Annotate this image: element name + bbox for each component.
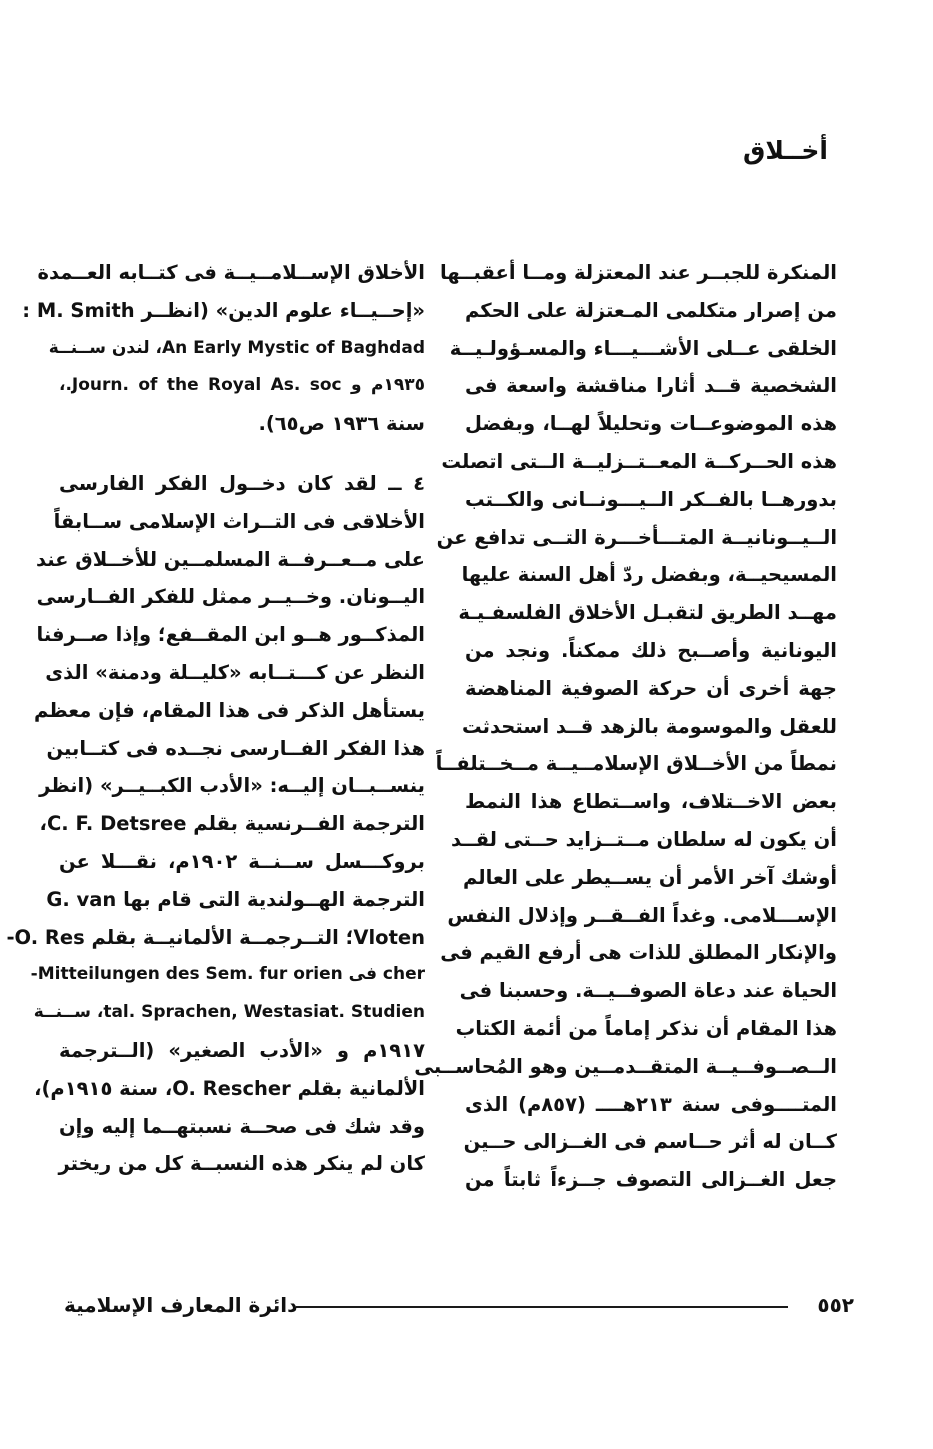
text-line: للعقل والموسومة بالزهد قــد استحدثت bbox=[462, 714, 837, 738]
text-line: ١٩٣٥م و Journ. of the Royal As. soc.، bbox=[59, 375, 425, 396]
text-line: An Early Mystic of Baghdad، لندن ســنــة bbox=[48, 337, 425, 358]
text-line: كــان له أثر حــاسم فى الغــزالى حــين bbox=[463, 1130, 837, 1154]
footer-divider bbox=[296, 1306, 788, 1308]
text-line: اليــونان. وخــيــر ممثل للفكر الفــارسى bbox=[36, 585, 425, 609]
text-line: يستأهل الذكر فى هذا المقام، فإن معظم bbox=[33, 698, 425, 722]
left-text-column bbox=[6, 254, 425, 1183]
text-line: بروكـــسل ســنــة ١٩٠٢م، نقـــلا عن bbox=[59, 849, 425, 873]
text-line: جهة أخرى أن حركة الصوفية المناهضة bbox=[465, 676, 837, 700]
publication-title: دائرة المعارف الإسلامية bbox=[64, 1293, 298, 1317]
page-header-title: أخــلاق bbox=[742, 136, 828, 165]
text-line: الخلقى عــلى الأشـــيـــاء والمسـؤولـيــة bbox=[449, 336, 837, 360]
page-footer bbox=[64, 1293, 854, 1323]
text-line: ينســبــان إليــه: «الأدب الكبــيــر» (انظر bbox=[39, 774, 425, 798]
paragraph-citation bbox=[22, 254, 425, 443]
text-line: أن يكون له سلطان مــتــزايد حــتى لقــد bbox=[451, 827, 837, 851]
text-line: هذه الحــركــة المعــتــزليــة الــتى اتصلت bbox=[441, 449, 837, 473]
text-line: من إصرار متكلمى المـعتزلة على الحكم bbox=[465, 298, 837, 322]
text-line: الإســـلامى. وغداً الفــقــر وإذلال النفس bbox=[447, 903, 837, 927]
text-line: الترجمة الفــرنسية بقلم C. F. Detsree، bbox=[39, 812, 425, 836]
text-line: ١٩١٧م و «الأدب الصغير» (الــترجمة bbox=[59, 1038, 425, 1062]
text-line: جعل الغــزالى التصوف جــزءاً ثابتاً من bbox=[465, 1168, 837, 1192]
text-line: الأخلاقى فى التــراث الإسلامى ســابقاً bbox=[53, 509, 425, 533]
text-line: الــيــونانيــة المتـــأخـــرة التــى تدافع عن bbox=[436, 525, 837, 549]
text-line: بعض الاخــتلاف، واســتطاع هذا النمط bbox=[465, 790, 837, 814]
text-line: المتــــوفى سنة ٢١٣هــــ (٨٥٧م) الذى bbox=[465, 1092, 837, 1116]
text-line: هذا الفكر الفــارسى نجــده فى كتــابين bbox=[46, 736, 425, 760]
text-line: بدورهــا بالفــكر الــيـــونــانى والكــتب bbox=[465, 487, 837, 511]
text-line: سنة ١٩٣٦ ص٦٥). bbox=[258, 412, 425, 436]
text-line: هذا المقام أن نذكر إماماً من أئمة الكتاب bbox=[455, 1016, 837, 1040]
text-line: كان لم ينكر هذه النسبــة كل من ريختر bbox=[58, 1152, 425, 1176]
text-line: cher فى Mitteilungen des Sem. fur orien- bbox=[30, 964, 425, 985]
text-line: الألمانية بقلم O. Rescher، سنة ١٩١٥م)، bbox=[34, 1076, 425, 1100]
text-line: هذه الموضوعــات وتحليلاً لهــا، وبفضل bbox=[465, 412, 837, 436]
right-text-column bbox=[414, 254, 837, 1199]
text-line: الــصــوفــيــة المتقــدمــين وهو المُحاســبى bbox=[414, 1054, 837, 1078]
text-line: «إحــيــاء علوم الدين» (انظــر M. Smith : bbox=[22, 298, 425, 322]
text-line: Vloten؛ التــرجمــة الألمانيــة بقلم O. Res- bbox=[6, 925, 425, 949]
text-line: الشخصية قــد أثارا مناقشة واسعة فى bbox=[465, 374, 837, 398]
text-line: نمطاً من الأخــلاق الإسلامــيــة مــخــتلفــاً bbox=[435, 752, 837, 776]
text-line: الأخلاق الإســلامــيــة فى كتــابه العــمدة bbox=[37, 261, 425, 284]
text-line: الترجمة الهــولندية التى قام بها G. van bbox=[46, 887, 425, 911]
text-line: ٤ ــ لقد كان دخــول الفكر الفارسى bbox=[59, 471, 425, 495]
text-line: المذكــور هــو ابن المقــفع؛ وإذا صــرفنا bbox=[36, 623, 425, 647]
text-line: مهــد الطريق لتقبـل الأخلاق الفلسفـيـة bbox=[458, 601, 837, 625]
text-line: أوشك آخر الأمر أن يســيطر على العالم bbox=[462, 865, 837, 889]
text-line: النظر عن كـــتــابه «كليــلة ودمنة» الذى bbox=[45, 660, 425, 684]
paragraph-gap bbox=[59, 443, 425, 465]
text-line: tal. Sprachen, Westasiat. Studien، ســنــة bbox=[33, 1002, 425, 1023]
page-number: ٥٥٢ bbox=[817, 1293, 854, 1317]
text-line: على مــعــرفــة المسلمــين للأخــلاق عند bbox=[35, 547, 425, 571]
text-line: وقد شك فى صحــة نسبتهــما إليه وإن bbox=[59, 1114, 425, 1138]
text-line: والإنكار المطلق للذات هى أرفع القيم فى bbox=[440, 941, 837, 965]
text-line: الحياة عند دعاة الصوفــيــة. وحسبنا فى bbox=[459, 979, 837, 1003]
text-line: المسيحيــة، وبفضل ردّ أهل السنة عليها bbox=[461, 563, 837, 587]
text-line: اليونانية وأصــبح ذلك ممكناً. ونجد من bbox=[465, 638, 837, 662]
text-line: المنكرة للجبــر عند المعتزلة ومــا أعقبــها bbox=[440, 261, 837, 284]
paragraph-4 bbox=[6, 465, 425, 1183]
